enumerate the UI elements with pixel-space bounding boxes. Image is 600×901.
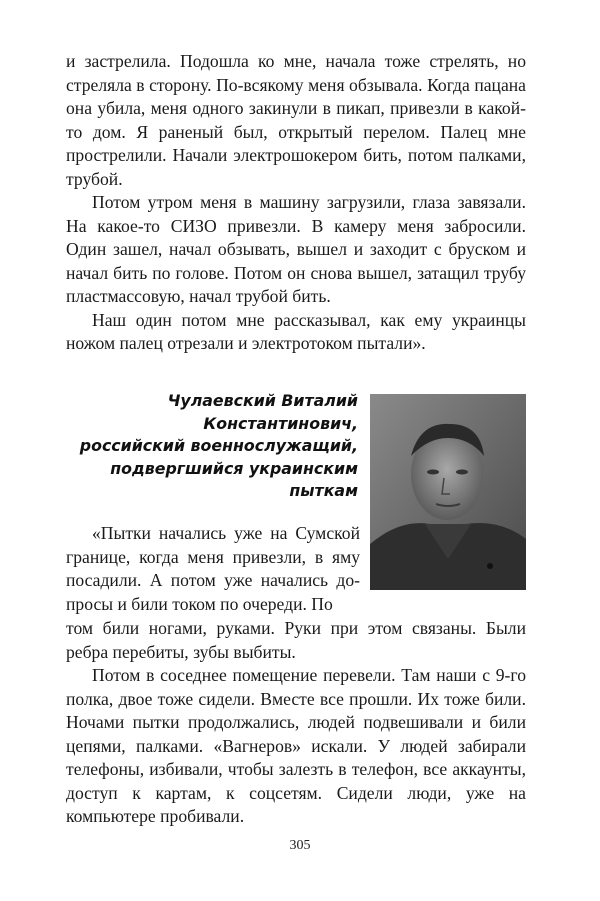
quote-wrapped-text xyxy=(66,522,360,616)
caption-line-3: российский военнослужащий, xyxy=(79,436,358,455)
top-text-block xyxy=(66,50,526,356)
paragraph-2: Потом утром меня в машину загрузили, глаза завязали. На какое-то СИЗО привезли. В камеру меня забросили. Один зашел, начал обзывать, вышел и заходит с бруском и начал бить по голове. Потом он снова вышел, затащил трубу пластмассовую, начал трубой бить. xyxy=(66,192,526,306)
caption-line-2: Константинович, xyxy=(203,413,358,433)
paragraph-1: и застрелила. Подошла ко мне, начала тоже стрелять, но стреляла в сторону. По-всякому меня обзывала. Когда пацана она убила, меня одного закинули в пикап, привезли в какой-то дом. Я раненый был, открытый перелом. Палец мне прострелили. Начали электрошокером бить, потом палками, трубой. xyxy=(66,51,526,189)
person-caption xyxy=(66,390,358,503)
caption-line-4: подвергшийся украинским xyxy=(110,458,358,478)
page-number: 305 xyxy=(289,838,311,853)
quote-paragraph-1-part-1: «Пытки начались уже на Сумской границе, когда меня привезли, в яму посадили. А потом уже начались допросы и били током по очереди. По xyxy=(66,523,360,614)
person-photo xyxy=(370,394,526,590)
quote-paragraph-2: Потом в соседнее помещение перевели. Там наши с 9-го полка, двое тоже сидели. Вместе все прошли. Их тоже били. Ночами пытки продолжались, людей подвешивали и били цепями, палками. «Вагнеров» искали. У людей забирали телефоны, избивали, чтобы залезть в телефон, все аккаунты, доступ к картам, к соцсетям. Сидели люди, уже на компьютере пробивали. xyxy=(66,665,526,826)
caption-line-1: Чулаевский Виталий xyxy=(167,391,358,410)
paragraph-3: Наш один потом мне рассказывал, как ему украинцы ножом палец отрезали и электротоком пытали». xyxy=(66,309,526,353)
caption-line-5: пыткам xyxy=(289,481,358,500)
person-portrait-image xyxy=(370,394,526,590)
quote-full-text xyxy=(66,617,526,829)
quote-paragraph-1-part-2: том били ногами, руками. Руки при этом связаны. Были ребра перебиты, зубы выбиты. xyxy=(66,618,526,662)
